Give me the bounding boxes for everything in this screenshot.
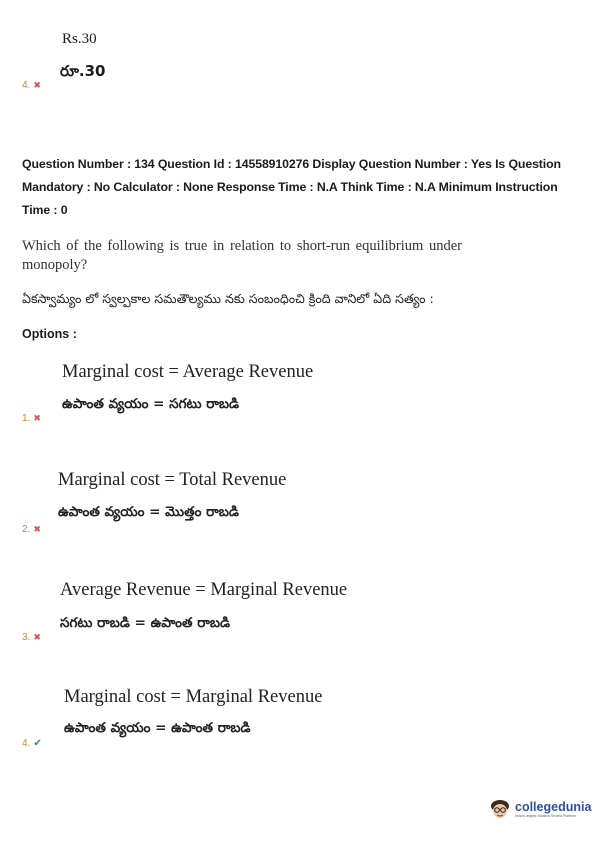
question-meta-line-1: Question Number : 134 Question Id : 14558910276 Display Question Number : Yes Is Question: [22, 157, 561, 171]
option-1-number-label: 1.: [22, 413, 31, 424]
question-text-line-2: monopoly?: [22, 257, 88, 273]
option-1-number[interactable]: [22, 413, 41, 424]
question-meta-line-3: Time : 0: [22, 203, 68, 217]
cross-icon: ✖: [33, 413, 41, 423]
question-meta-line-2: Mandatory : No Calculator : None Response Time : N.A Think Time : N.A Minimum Instruction: [22, 180, 558, 194]
question-text-telugu: ఏకస్వామ్యం లో స్వల్పకాల సమతౌల్యము నకు సంబంధించి క్రింది వానిలో ఏది సత్యం :: [22, 291, 434, 306]
question-meta: [22, 153, 582, 222]
logo-tagline: India's largest Student Review Platform: [515, 814, 576, 818]
option-1-telugu: ఉపాంత వ్యయం = సగటు రాబడి: [62, 396, 240, 412]
logo-name: collegedunia: [515, 800, 592, 814]
options-label: Options :: [22, 327, 77, 341]
question-text-line-1: Which of the following is true in relation to short-run equilibrium under: [22, 238, 462, 254]
option-3-english: Average Revenue = Marginal Revenue: [60, 580, 348, 600]
option-2-number[interactable]: [22, 524, 41, 535]
option-4-number[interactable]: [22, 738, 42, 749]
option-2-number-label: 2.: [22, 524, 31, 535]
prev-option-telugu: రూ.30: [60, 62, 106, 80]
prev-option-english: Rs.30: [62, 31, 97, 47]
option-4-english: Marginal cost = Marginal Revenue: [64, 687, 323, 707]
option-3-number-label: 3.: [22, 632, 31, 643]
cross-icon: ✖: [33, 632, 41, 642]
option-4-number-label: 4.: [22, 738, 31, 749]
cross-icon: ✖: [33, 524, 41, 534]
prev-option-number-label: 4.: [22, 80, 31, 91]
collegedunia-logo: [489, 798, 591, 822]
option-2-telugu: ఉపాంత వ్యయం = మొత్తం రాబడి: [58, 504, 239, 520]
option-3-number[interactable]: [22, 632, 41, 643]
option-2-english: Marginal cost = Total Revenue: [58, 470, 287, 490]
mascot-icon: [489, 798, 511, 822]
option-1-english: Marginal cost = Average Revenue: [62, 362, 314, 382]
question-text-english: [22, 237, 462, 275]
option-4-telugu: ఉపాంత వ్యయం = ఉపాంత రాబడి: [64, 720, 251, 736]
check-icon: ✔: [33, 738, 42, 749]
prev-option-number: [22, 80, 41, 91]
option-3-telugu: సగటు రాబడి = ఉపాంత రాబడి: [60, 615, 230, 631]
cross-icon: ✖: [33, 80, 41, 90]
